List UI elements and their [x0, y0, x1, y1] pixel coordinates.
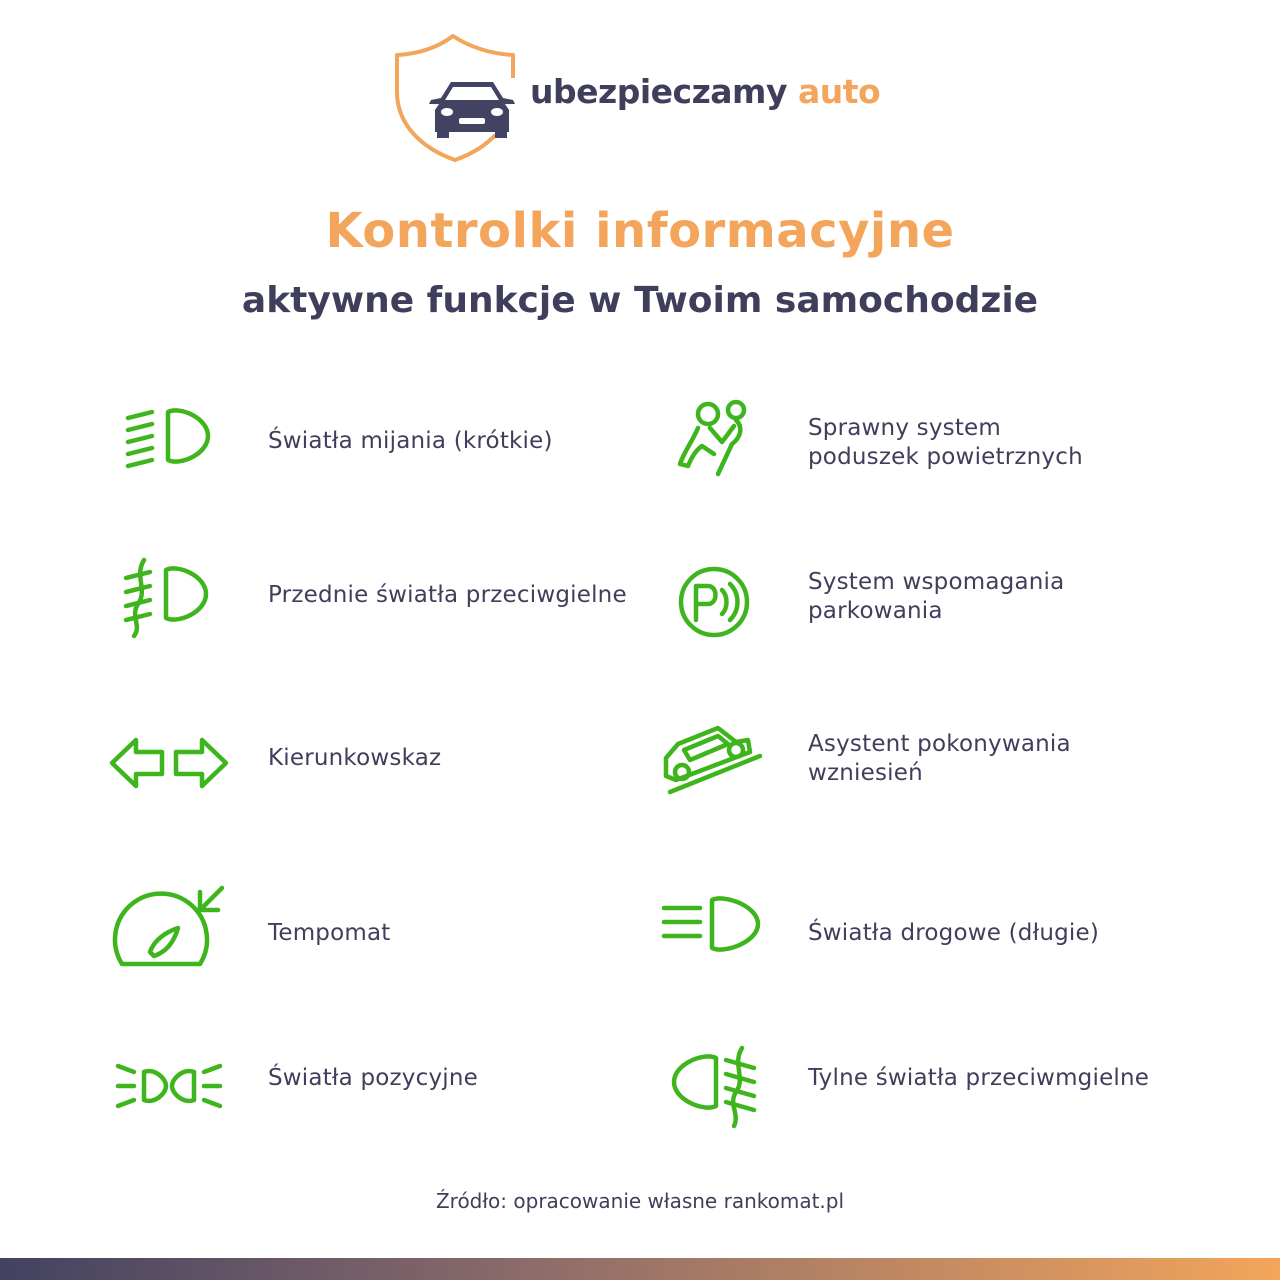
- label-line: parkowania: [808, 598, 943, 624]
- label-rear-fog: [808, 1064, 1149, 1093]
- label-line: poduszek powietrznych: [808, 444, 1083, 470]
- label-parking-assist: [808, 568, 1064, 626]
- label-cruise-control: [268, 919, 391, 948]
- label-line: Tylne światła przeciwmgielne: [808, 1065, 1150, 1091]
- hill-assist-icon: [660, 722, 764, 796]
- high-beam-icon: [660, 894, 764, 956]
- label-airbag: [808, 414, 1083, 472]
- label-low-beam: [268, 427, 553, 456]
- label-hill-assist: [808, 730, 1071, 788]
- label-line: System wspomagania: [808, 569, 1065, 595]
- label-line: Kierunkowskaz: [268, 745, 442, 771]
- position-lights-icon: [114, 1056, 224, 1116]
- low-beam-icon: [120, 404, 220, 474]
- rear-fog-light-icon: [668, 1044, 764, 1130]
- page-title: Kontrolki informacyjne: [325, 203, 955, 259]
- label-line: wzniesień: [808, 760, 923, 786]
- label-front-fog: [268, 581, 627, 610]
- label-line: Asystent pokonywania: [808, 731, 1071, 757]
- label-high-beam: [808, 919, 1099, 948]
- page-subtitle: aktywne funkcje w Twoim samochodzie: [241, 280, 1039, 321]
- source-note: Źródło: opracowanie własne rankomat.pl: [435, 1189, 845, 1213]
- turn-signal-icon: [108, 734, 230, 792]
- front-fog-light-icon: [118, 556, 218, 640]
- label-position-lights: [268, 1064, 478, 1093]
- label-line: Światła drogowe (długie): [808, 920, 1100, 946]
- label-line: Tempomat: [268, 920, 391, 946]
- parking-assist-icon: [676, 564, 752, 640]
- shield-car-icon: [393, 32, 523, 164]
- brand-word-ubezpieczamy: ubezpieczamy: [530, 72, 787, 111]
- brand-word-auto: auto: [797, 72, 881, 111]
- label-line: Światła mijania (krótkie): [268, 428, 553, 454]
- label-line: Światła pozycyjne: [268, 1065, 478, 1091]
- label-line: Przednie światła przeciwgielne: [268, 582, 627, 608]
- label-turn-signal: [268, 744, 441, 773]
- brand-name: [530, 72, 880, 111]
- bottom-gradient-bar: [0, 1258, 1280, 1280]
- label-line: Sprawny system: [808, 415, 1002, 441]
- cruise-control-icon: [108, 880, 232, 970]
- airbag-icon: [674, 398, 754, 478]
- brand-logo: [393, 32, 893, 164]
